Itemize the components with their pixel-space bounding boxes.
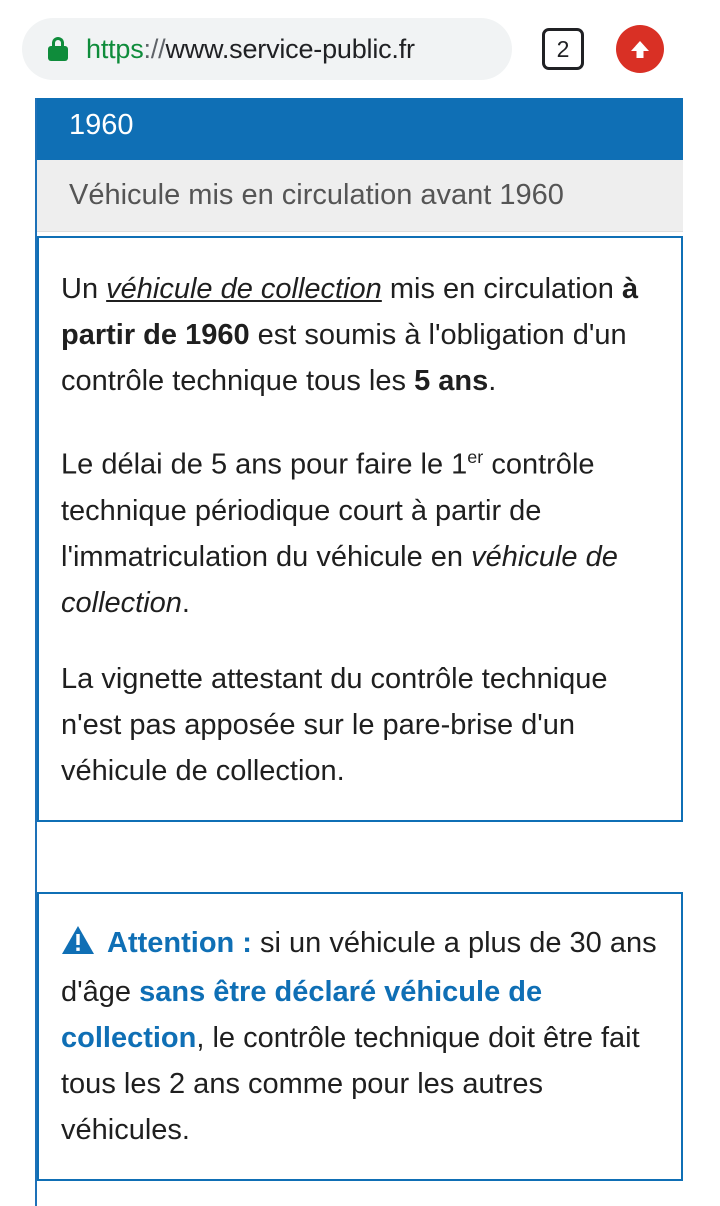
notice-paragraph xyxy=(61,920,659,1153)
tab-1960[interactable] xyxy=(37,98,683,160)
tab-avant-1960[interactable] xyxy=(37,160,683,232)
tab-strip xyxy=(37,98,683,232)
address-bar[interactable] xyxy=(22,18,512,80)
url-scheme: https xyxy=(86,33,144,64)
tab-avant-1960-label: Véhicule mis en circulation avant 1960 xyxy=(69,179,564,211)
p2-ordinal-suffix: er xyxy=(467,447,484,467)
p2-italic: véhicule de collection xyxy=(61,540,618,619)
url-separator: :// xyxy=(143,33,166,64)
browser-toolbar xyxy=(0,0,720,98)
warning-triangle-icon xyxy=(61,923,95,969)
p2-text-c: . xyxy=(181,586,190,619)
attention-label: Attention : xyxy=(107,927,252,959)
p1-text-c: est soumis à l'obligation d'un contrôle technique tous les xyxy=(61,319,627,397)
page-content xyxy=(0,98,720,1206)
p1-strong-2: 5 ans xyxy=(414,365,489,397)
attention-notice-panel xyxy=(37,892,683,1181)
paragraph-2 xyxy=(61,434,659,626)
arrow-up-circle-icon[interactable] xyxy=(616,25,664,73)
notice-emphasis: sans être déclaré véhicule de collection xyxy=(61,976,543,1054)
tab-count-button[interactable] xyxy=(542,28,584,70)
p1-text-a: Un xyxy=(61,273,107,305)
p1-strong-1: à partir de 1960 xyxy=(61,273,639,351)
lock-icon xyxy=(48,37,68,61)
p2-text-b: contrôle technique périodique court à partir de l'immatriculation du véhicule en xyxy=(61,448,595,573)
url-host: www.service-public.fr xyxy=(165,33,415,64)
paragraph-1 xyxy=(61,266,659,404)
vehicule-collection-link[interactable]: véhicule de collection xyxy=(106,273,382,305)
main-content-panel xyxy=(37,236,683,822)
url-text xyxy=(86,34,415,65)
p2-text-a: Le délai de 5 ans pour faire le 1 xyxy=(61,448,468,481)
tab-count-label: 2 xyxy=(556,35,570,62)
p1-text-b: mis en circulation xyxy=(381,273,622,305)
paragraph-3: La vignette attestant du contrôle technique n'est pas apposée sur le pare-brise d'un véhicule de collection. xyxy=(61,662,608,787)
notice-text-b: , le contrôle technique doit être fait tous les 2 ans comme pour les autres véhicules. xyxy=(61,1022,640,1146)
notice-text-a: si un véhicule a plus de 30 ans d'âge xyxy=(61,927,657,1008)
tab-1960-label: 1960 xyxy=(69,108,134,141)
p1-text-d: . xyxy=(488,365,497,397)
